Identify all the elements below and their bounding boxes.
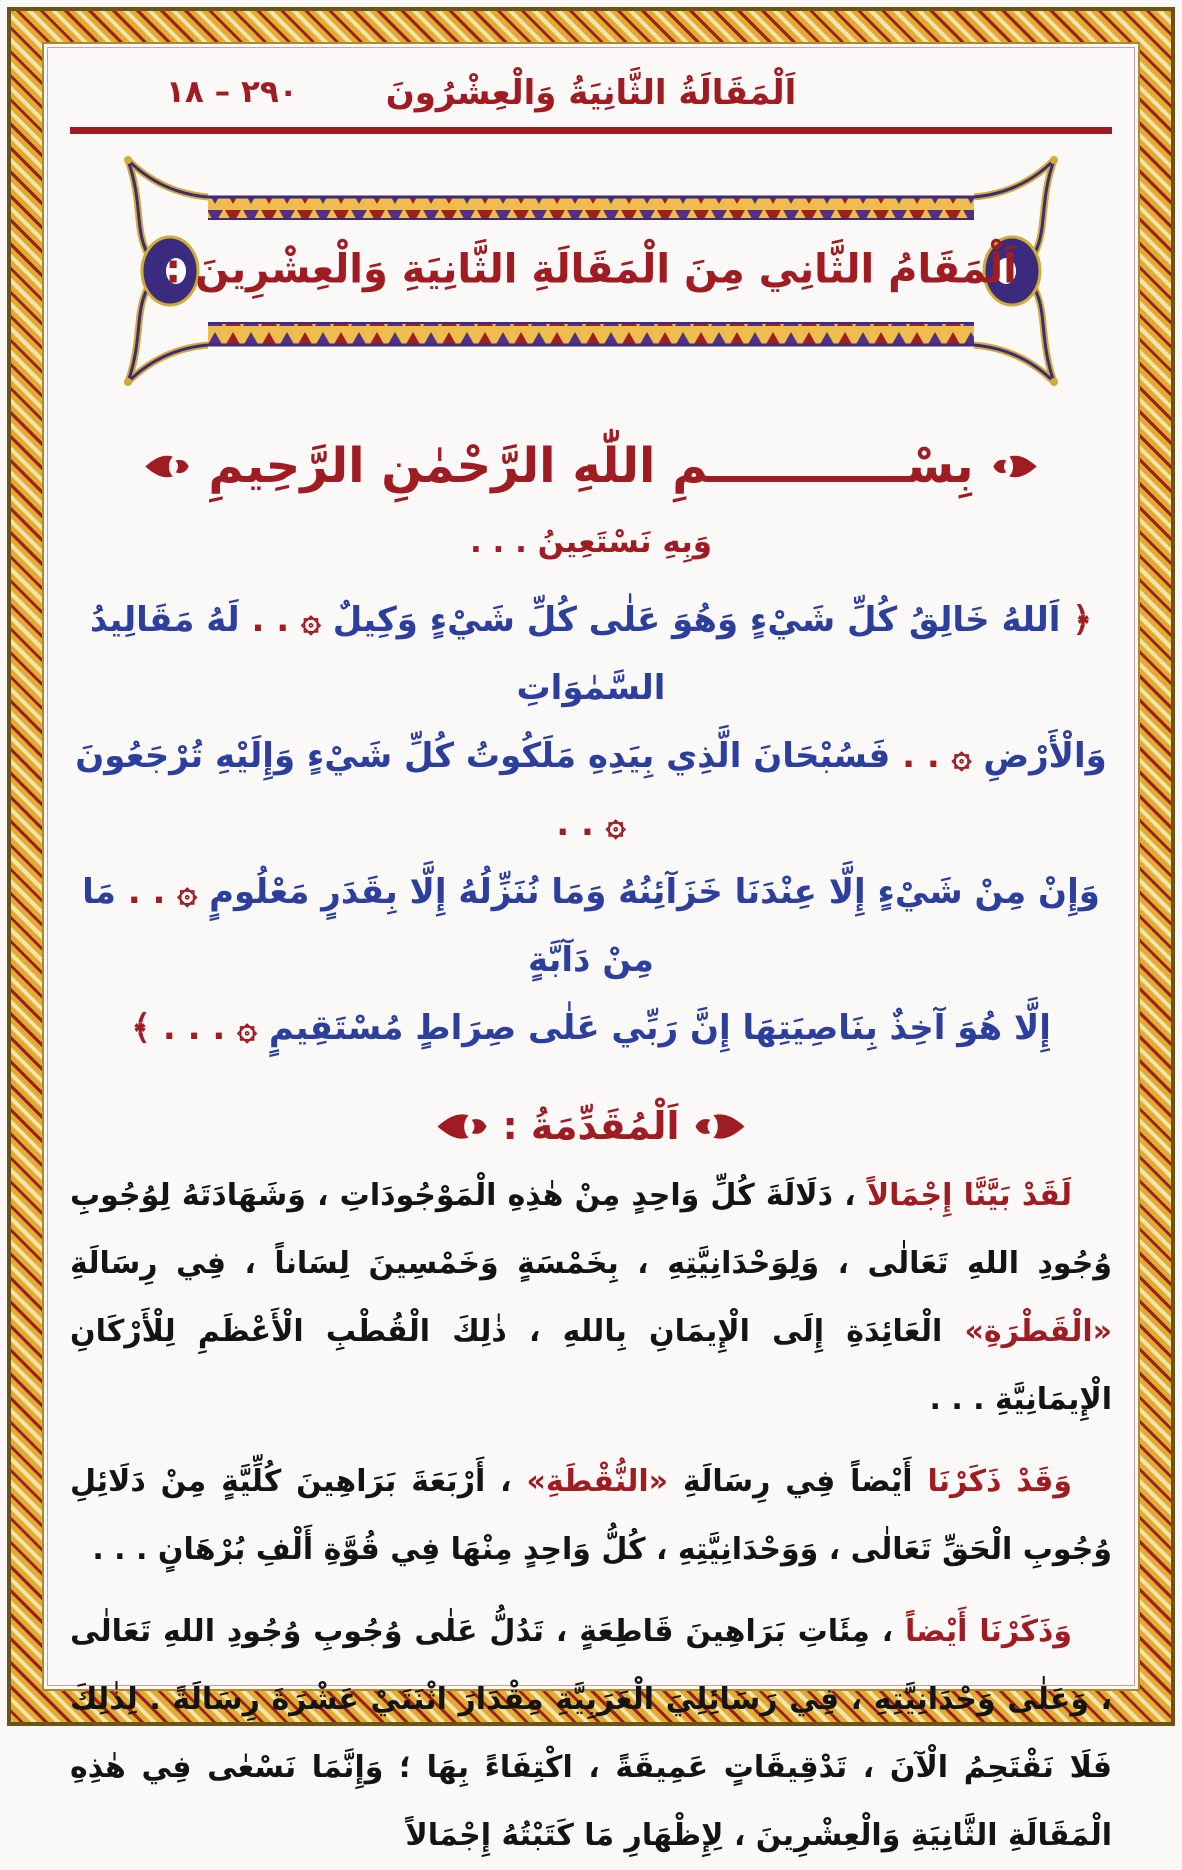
text-segment: مَا مِنْ دَآبَّةٍ <box>82 872 654 980</box>
text-segment: وَالْأَرْضِ <box>983 736 1106 776</box>
fleuron-left-icon <box>144 452 190 481</box>
text-segment: وَذَكَرْنَا أَيْضاً <box>905 1614 1072 1649</box>
muqaddima-heading-text: اَلْمُقَدِّمَةُ : <box>502 1104 679 1148</box>
paragraph <box>70 1598 1112 1870</box>
text-segment: ۞ . . <box>116 872 209 912</box>
paragraph <box>70 1162 1112 1434</box>
text-segment: وَقَدْ ذَكَرْنَا <box>927 1464 1072 1499</box>
header-double-rule <box>70 127 1112 134</box>
text-segment: لَقَدْ بَيَّنَّا إِجْمَالاً <box>867 1178 1072 1213</box>
page-content <box>42 42 1140 1691</box>
quran-line <box>70 858 1112 994</box>
quran-line <box>70 722 1112 858</box>
page-number: ٢٩٠ – ١٨ <box>166 74 298 110</box>
text-segment: الْعَائِدَةِ إِلَى الْإِيمَانِ بِاللهِ ، ذٰلِكَ الْقُطْبِ الْأَعْظَمِ لِلْأَرْكَانِ الْإِيمَانِيَّةِ . . . <box>70 1314 1112 1417</box>
text-segment: ۞ . . <box>556 804 625 844</box>
text-segment: ۞ . . <box>890 736 983 776</box>
basmala <box>70 416 1112 516</box>
text-segment: اَللهُ خَالِقُ كُلِّ شَيْءٍ وَهُوَ عَلٰى كُلِّ شَيْءٍ وَكِيلٌ <box>333 600 1061 640</box>
page-title: اَلْمَقَالَةُ الثَّانِيَةُ وَالْعِشْرُونَ <box>70 68 1112 118</box>
fleuron-left-icon <box>436 1110 488 1143</box>
text-segment: «الْقَطْرَةِ» <box>965 1314 1113 1349</box>
text-segment: أَيْضاً فِي رِسَالَةِ <box>668 1464 927 1499</box>
quran-line <box>70 586 1112 722</box>
paragraph <box>70 1448 1112 1584</box>
section-banner <box>116 148 1066 394</box>
page-header <box>70 68 1112 122</box>
text-segment: ، أَرْبَعَةَ بَرَاهِينَ كُلِّيَّةٍ مِنْ دَلَائِلِ وُجُوبِ الْحَقِّ تَعَالٰى ، وَوَحْدَانِيَّتِهِ ، كُلُّ وَاحِدٍ مِنْهَا فِي قُوَّةِ أَلْفِ بُرْهَانٍ . . . <box>70 1464 1112 1567</box>
section-banner-title: اَلْمَقَامُ الثَّانِي مِنَ الْمَقَالَةِ الثَّانِيَةِ وَالْعِشْرِينَ : <box>116 247 1066 293</box>
text-segment: ، مِئَاتِ بَرَاهِينَ قَاطِعَةٍ ، تَدُلُّ عَلٰى وُجُوبِ وُجُودِ اللهِ تَعَالٰى ، وَعَلٰى وَحْدَانِيَّتِهِ ، فِي رَسَائِلِيَ الْعَرَبِيَّةِ مِقْدَارَ اثْنَتَيْ عَشْرَةَ رِسَالَةً . لِذٰلِكَ فَلَا نَقْتَحِمُ الْآنَ ، تَدْقِيقَاتٍ عَمِيقَةً ، اكْتِفَاءً بِهَا ؛ وَإِنَّمَا نَسْعٰى فِي هٰذِهِ الْمَقَالَةِ الثَّانِيَةِ وَالْعِشْرِينَ ، لِإِظْهَارِ مَا كَتَبْتُهُ إِجْمَالاً <box>70 1614 1112 1853</box>
quran-block <box>70 586 1112 1062</box>
text-segment: ۞ . . <box>240 600 333 640</box>
invocation: وَبِهِ نَسْتَعِينُ . . . <box>70 524 1112 560</box>
body-text <box>70 1162 1112 1870</box>
fleuron-right-icon <box>694 1110 746 1143</box>
text-segment: ، دَلَالَةَ كُلِّ وَاحِدٍ مِنْ هٰذِهِ الْمَوْجُودَاتِ ، وَشَهَادَتَهُ لِوُجُوبِ وُجُودِ اللهِ تَعَالٰى ، وَلِوَحْدَانِيَّتِهِ ، بِخَمْسَةٍ وَخَمْسِينَ لِسَاناً ، فِي رِسَالَةِ <box>70 1178 1112 1281</box>
text-segment: ۞ . . . ﴾ <box>131 1008 269 1048</box>
ornate-border-frame <box>7 7 1175 1726</box>
text-segment: وَإِنْ مِنْ شَيْءٍ إِلَّا عِنْدَنَا خَزَآئِنُهُ وَمَا نُنَزِّلُهُ إِلَّا بِقَدَرٍ مَعْلُومٍ <box>209 872 1100 912</box>
fleuron-right-icon <box>992 452 1038 481</box>
text-segment: فَسُبْحَانَ الَّذِي بِيَدِهِ مَلَكُوتُ كُلِّ شَيْءٍ وَإِلَيْهِ تُرْجَعُونَ <box>75 736 890 776</box>
text-segment: «النُّقْطَةِ» <box>526 1464 668 1499</box>
text-segment: إِلَّا هُوَ آخِذٌ بِنَاصِيَتِهَا إِنَّ رَبِّي عَلٰى صِرَاطٍ مُسْتَقِيمٍ <box>269 1008 1051 1048</box>
quran-line <box>70 994 1112 1062</box>
text-segment: ﴿ <box>1060 600 1092 640</box>
text-segment: لَهُ مَقَالِيدُ السَّمٰوَاتِ <box>90 600 666 708</box>
basmala-text: بِسْــــــــــــمِ اللّٰهِ الرَّحْمٰنِ الرَّحِيمِ <box>208 416 973 516</box>
muqaddima-heading <box>70 1104 1112 1148</box>
